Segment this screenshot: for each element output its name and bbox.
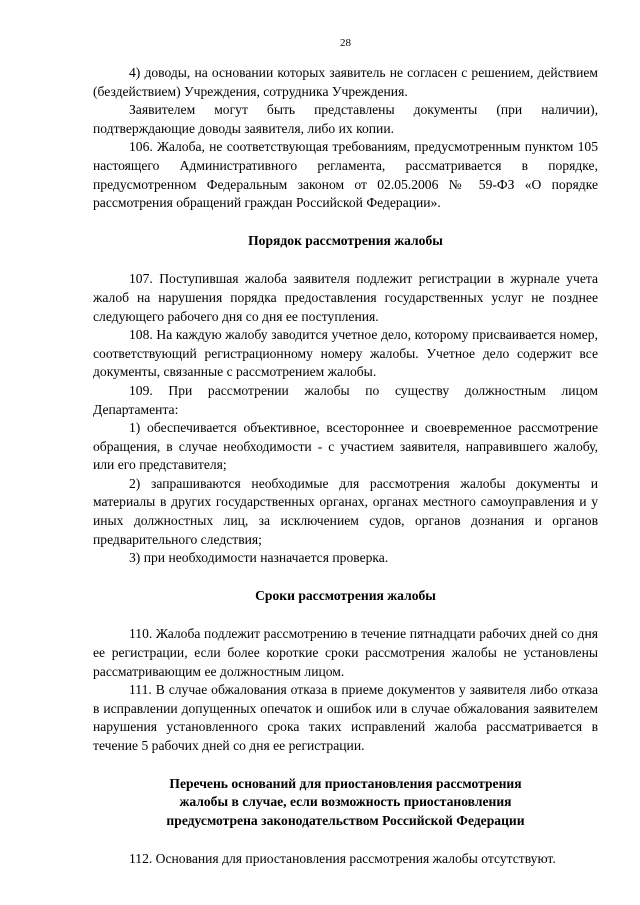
paragraph-109-item-3: 3) при необходимости назначается проверка.	[129, 550, 389, 566]
heading-line-2: жалобы в случае, если возможность приостановления	[179, 794, 512, 810]
heading-line-3: предусмотрена законодательством Российской Федерации	[166, 812, 525, 828]
paragraph-110: 110. Жалоба подлежит рассмотрению в течение пятнадцати рабочих дней со дня ее регистрации, если более короткие сроки рассмотрения жалобы не установлены рассматривающим ее должностным лицом.	[93, 626, 598, 679]
section-heading-review-procedure: Порядок рассмотрения жалобы	[248, 232, 443, 248]
paragraph-109-item-2: 2) запрашиваются необходимые для рассмотрения жалобы документы и материалы в других государственных органах, органах местного самоуправления и у иных должностных лиц, за исключением судов, органов дознания и органов предварительного следствия;	[93, 475, 598, 547]
paragraph-documents: Заявителем могут быть представлены документы (при наличии), подтверждающие доводы заявителя, либо их копии.	[93, 102, 598, 136]
paragraph-107: 107. Поступившая жалоба заявителя подлежит регистрации в журнале учета жалоб на нарушения порядка предоставления государственных услуг не позднее следующего рабочего дня со дня ее поступления.	[93, 271, 598, 324]
paragraph-112: 112. Основания для приостановления рассмотрения жалобы отсутствуют.	[129, 851, 556, 867]
section-heading-review-terms: Сроки рассмотрения жалобы	[255, 587, 436, 603]
paragraph-111: 111. В случае обжалования отказа в приеме документов у заявителя либо отказа в исправлении допущенных опечаток и ошибок или в случае обжалования заявителем нарушения установленного срока таких исправлений жалоба рассматривается в течение 5 рабочих дней со дня ее регистрации.	[93, 682, 598, 753]
heading-line-1: Перечень оснований для приостановления рассмотрения	[169, 775, 522, 791]
page-number: 28	[340, 37, 351, 49]
paragraph-109: 109. При рассмотрении жалобы по существу должностным лицом Департамента:	[93, 382, 598, 417]
document-page	[93, 36, 598, 869]
section-heading-suspension-grounds	[93, 775, 598, 831]
paragraph-109-item-1: 1) обеспечивается объективное, всестороннее и своевременное рассмотрение обращения, в случае необходимости - с участием заявителя, направившего жалобу, или его представителя;	[93, 420, 598, 473]
paragraph-item-4: 4) доводы, на основании которых заявитель не согласен с решением, действием (бездействием) Учреждения, сотрудника Учреждения.	[93, 65, 598, 99]
paragraph-106: 106. Жалоба, не соответствующая требованиям, предусмотренным пунктом 105 настоящего Административного регламента, рассматривается в порядке, предусмотренном Федеральным законом от 02.05.2006 № 59-ФЗ «О порядке рассмотрения обращений граждан Российской Федерации».	[93, 139, 598, 211]
paragraph-108: 108. На каждую жалобу заводится учетное дело, которому присваивается номер, соответствующий регистрационному номеру жалобы. Учетное дело содержит все документы, связанные с рассмотрением жалобы.	[93, 327, 598, 380]
